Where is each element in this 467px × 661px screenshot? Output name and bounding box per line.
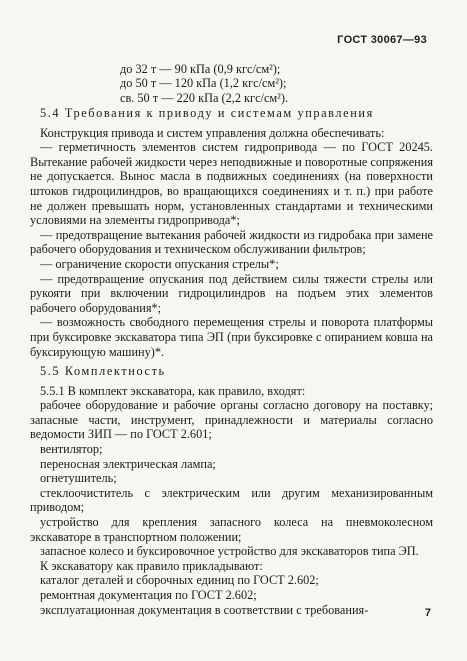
list-item: устройство для крепления запасного колеса на пневмоколесном экскаваторе в транспортном положении; — [30, 515, 433, 544]
section-heading-5-4: 5.4 Требования к приводу и системам управления — [40, 106, 374, 120]
document-header: ГОСТ 30067—93 — [337, 34, 427, 46]
paragraph: К экскаватору как правило прикладывают: — [40, 558, 263, 573]
list-item: эксплуатационная документация в соответствии с требования- — [40, 602, 369, 617]
list-item: вентилятор; — [40, 442, 103, 457]
paragraph: Конструкция привода и систем управления должна обеспечивать: — [40, 125, 385, 140]
pressure-line: до 32 т — 90 кПа (0,9 кгс/см²); — [120, 62, 281, 76]
page-number: 7 — [424, 607, 431, 619]
list-item: рабочее оборудование и рабочие органы согласно договору на поставку; запасные части, инструмент, принадлежности и материалы согласно ведомости ЗИП — по ГОСТ 2.601; — [30, 398, 433, 442]
list-item: — предотвращение опускания под действием силы тяжести стрелы или рукояти при включении гидроцилиндров на подъем этих элементов рабочего оборудования*; — [30, 271, 433, 315]
list-item: — герметичность элементов систем гидропривода — по ГОСТ 20245. Вытекание рабочей жидкости через неподвижные и поворотные сопряжения не допускается. Вынос масла в подвижных соединениях (на поверхности штоков гидроцилиндров, во вращающихся соединениях и т. п.) при работе не должен превышать норм, установленных стандартами и техническими условиями на элементы гидропривода*; — [30, 140, 433, 228]
list-item: переносная электрическая лампа; — [40, 456, 216, 471]
list-item: ремонтная документация по ГОСТ 2.602; — [40, 588, 257, 602]
section-heading-5-5: 5.5 Комплектность — [40, 364, 166, 379]
document-body — [30, 106, 433, 617]
list-item: — предотвращение вытекания рабочей жидкости из гидробака при замене рабочего оборудования и техническом обслуживании фильтров; — [30, 227, 433, 257]
pressure-list — [120, 62, 288, 105]
list-item: каталог деталей и сборочных единиц по ГОСТ 2.602; — [40, 573, 319, 588]
pressure-line: св. 50 т — 220 кПа (2,2 кгс/см²). — [120, 90, 289, 105]
pressure-line: до 50 т — 120 кПа (1,2 кгс/см²); — [120, 76, 287, 91]
list-item: огнетушитель; — [40, 471, 117, 486]
list-item: — возможность свободного перемещения стрелы и поворота платформы при буксировке экскаватора типа ЭП (при буксировке с опиранием ковша на буксирующую машину)*. — [30, 315, 433, 359]
list-item: запасное колесо и буксировочное устройство для экскаваторов типа ЭП. — [40, 544, 419, 559]
list-item: стеклоочиститель с электрическим или другим механизированным приводом; — [30, 485, 433, 515]
list-item: — ограничение скорости опускания стрелы*; — [40, 256, 279, 271]
paragraph: 5.5.1 В комплект экскаватора, как правило, входят: — [40, 383, 306, 398]
